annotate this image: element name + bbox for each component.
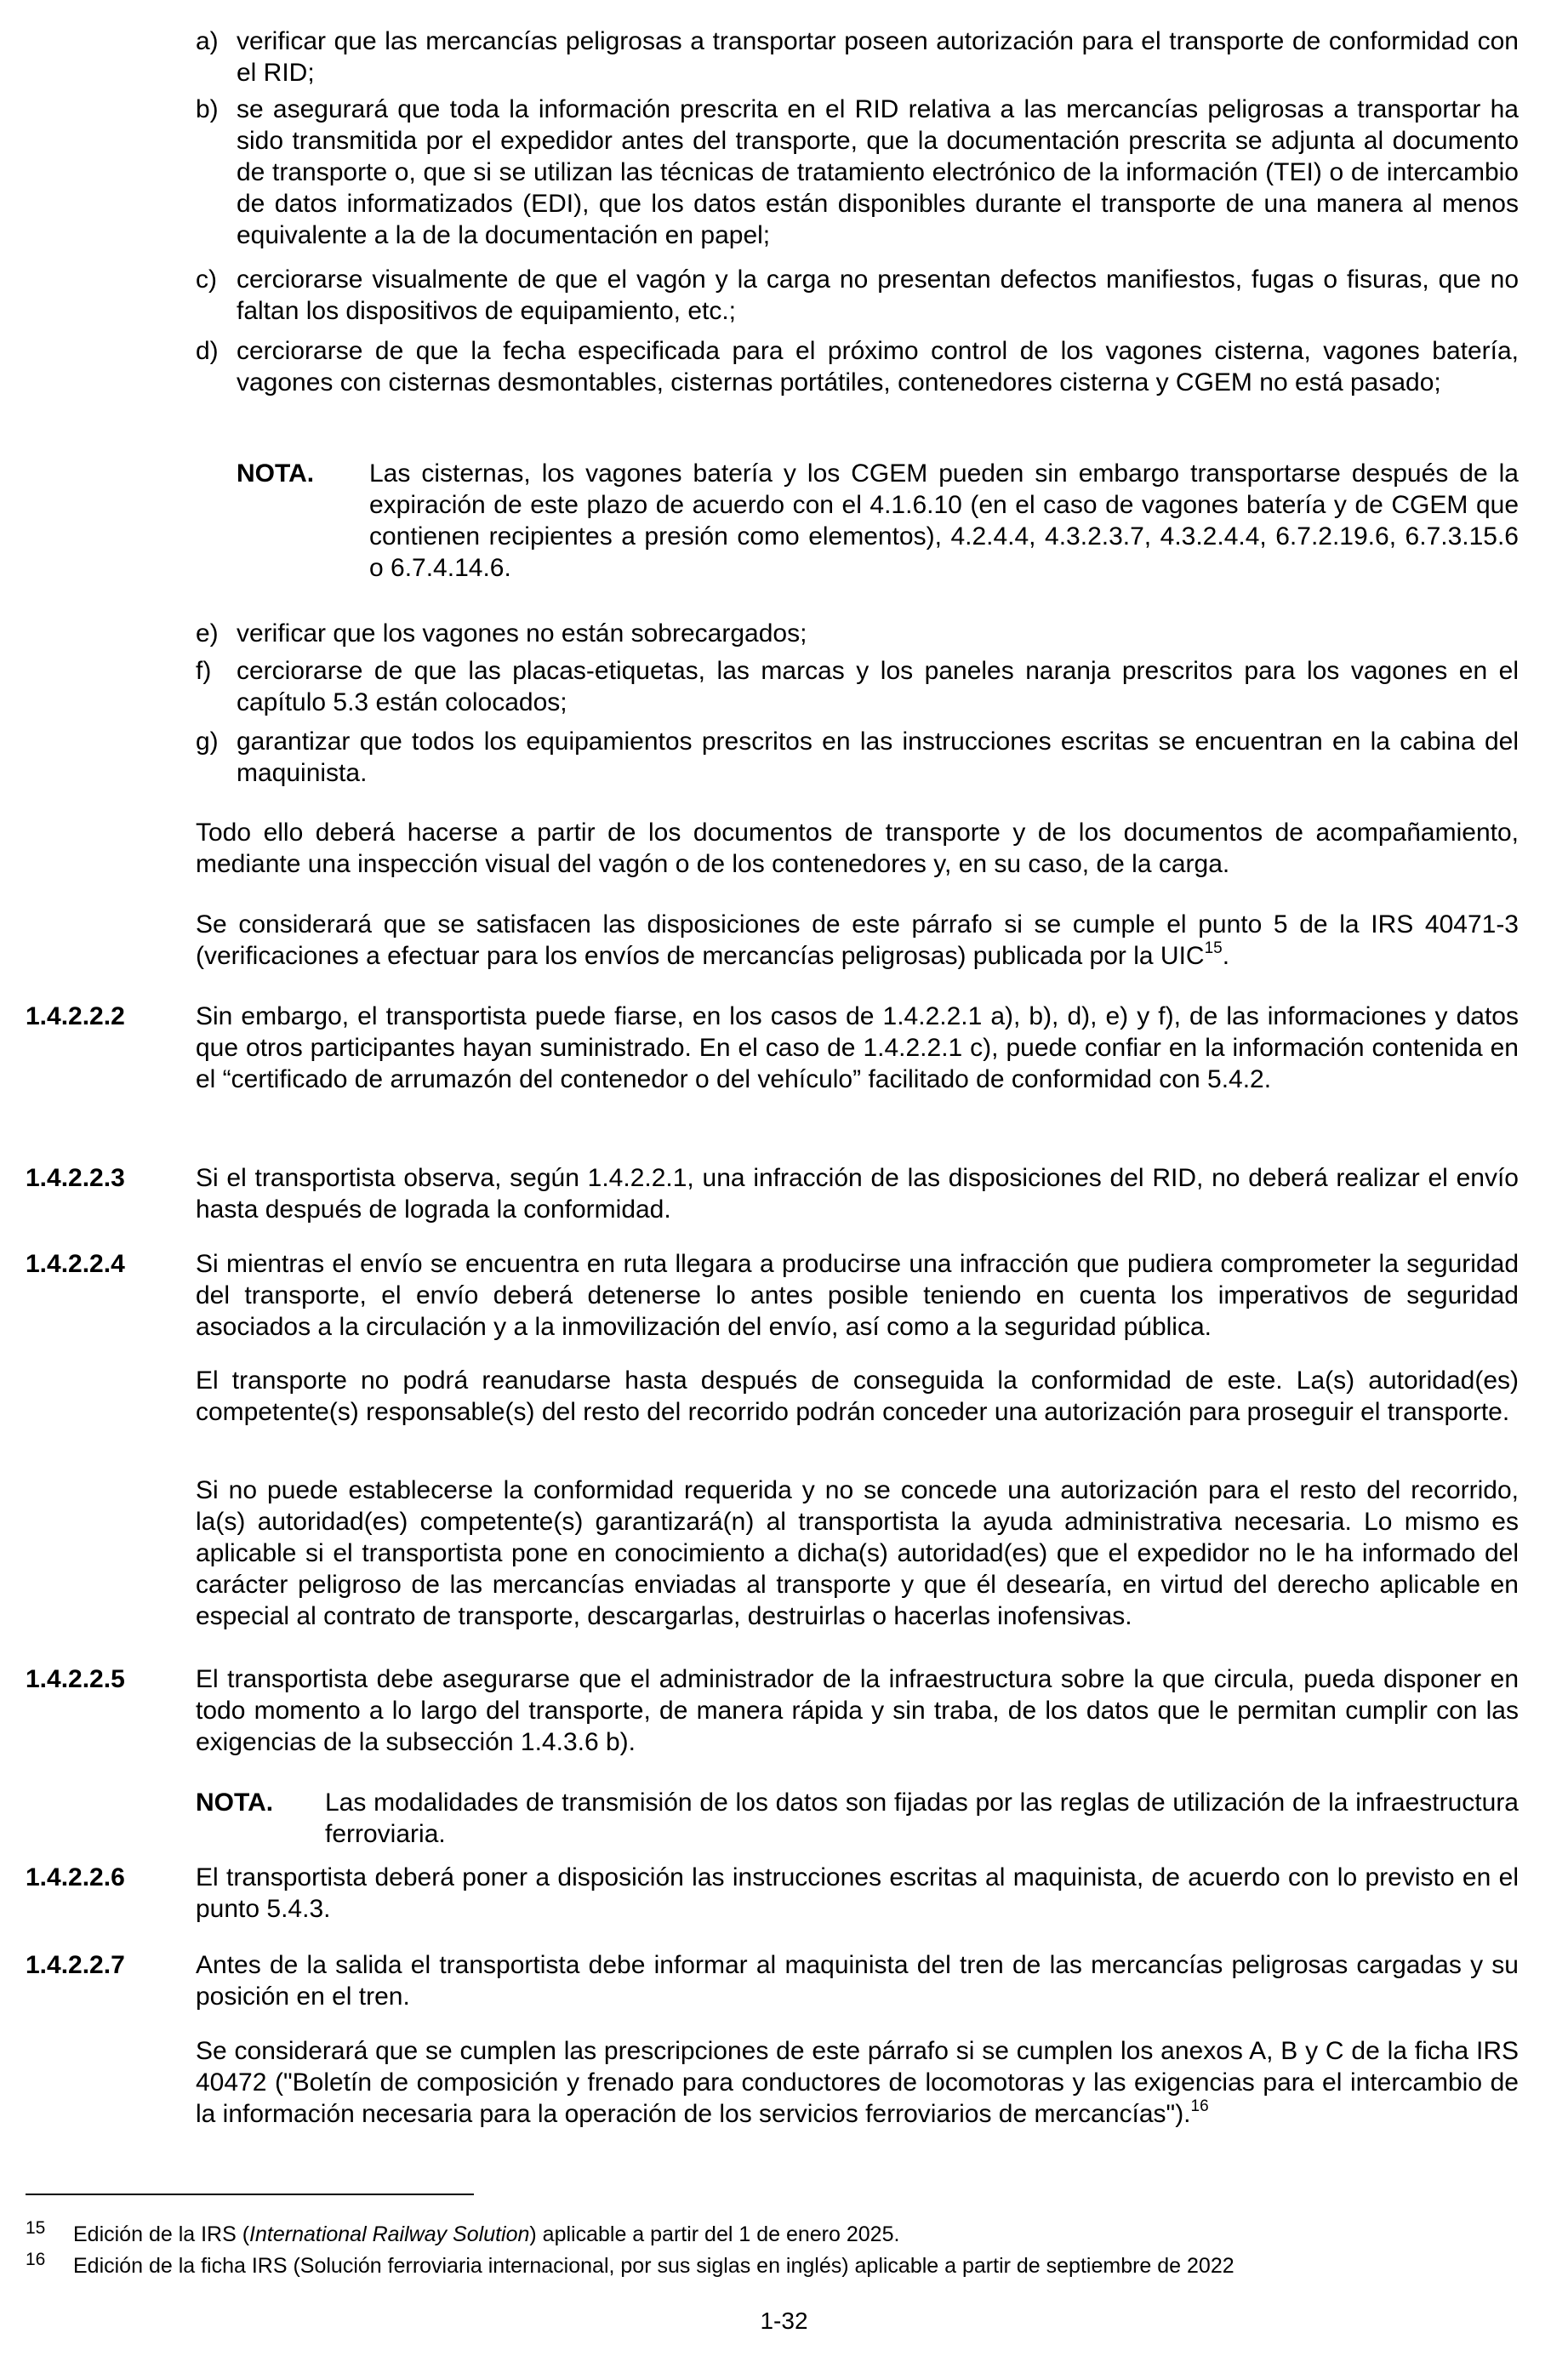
section-1-4-2-2-4: [26, 1248, 1519, 1343]
note-text: Las cisternas, los vagones batería y los CGEM pueden sin embargo transportarse después de la expiración de este plazo de acuerdo con el 4.1.6.10 (en el caso de vagones batería y de CGEM que contienen recipientes a presión como elementos), 4.2.4.4, 4.3.2.3.7, 4.3.2.4.4, 6.7.2.19.6, 6.7.3.15.6 o 6.7.4.14.6.: [369, 459, 1519, 582]
list-item-text: se asegurará que toda la información prescrita en el RID relativa a las mercancías peligrosas a transportar ha sido transmitida por el expedidor antes del transporte, que la documentación prescrita se adjunta al documento de transporte o, que si se utilizan las técnicas de tratamiento electrónico de la información (TEI) o de intercambio de datos informatizados (EDI), que los datos están disponibles durante el transporte de una manera al menos equivalente a la de la documentación en papel;: [237, 95, 1519, 249]
footnote-16: [26, 2252, 1519, 2279]
footnote-text: [73, 2252, 1519, 2279]
list-item-e: [196, 618, 1519, 649]
section-text: El transportista deberá poner a disposición las instrucciones escritas al maquinista, de acuerdo con lo previsto en el punto 5.4.3.: [196, 1863, 1519, 1923]
note-text: Las modalidades de transmisión de los datos son fijadas por las reglas de utilización de la infraestructura ferroviaria.: [325, 1789, 1519, 1848]
paragraph-s4-b: Si no puede establecerse la conformidad requerida y no se concede una autorización para el resto del recorrido, la(s) autoridad(es) competente(s) garantizará(n) al transportista la ayuda administrativa necesaria. Lo mismo es aplicable si el transportista pone en conocimiento a dicha(s) autoridad(es) que el expedidor no le ha informado del carácter peligroso de las mercancías enviadas al transporte y que él desearía, en virtud del derecho aplicable en especial al contrato de transporte, descargarlas, destruirlas o hacerlas inofensivas.: [196, 1476, 1519, 1630]
footnote-ref-16: 16: [1190, 2097, 1209, 2115]
list-item-label: e): [196, 619, 219, 648]
list-item-a: [196, 26, 1519, 88]
section-1-4-2-2-7: [26, 1949, 1519, 2012]
section-text: El transportista debe asegurarse que el administrador de la infraestructura sobre la que circula, pueda disponer en todo momento a lo largo del transporte, de manera rápida y sin traba, de los datos que le permitan cumplir con las exigencias de la subsección 1.4.3.6 b).: [196, 1665, 1519, 1756]
note-1: [237, 458, 1519, 584]
list-item-text: garantizar que todos los equipamientos prescritos en las instrucciones escritas se encuentran en la cabina del maquinista.: [237, 727, 1519, 787]
paragraph-irs-2: [196, 2035, 1519, 2130]
section-text: Sin embargo, el transportista puede fiarse, en los casos de 1.4.2.2.1 a), b), d), e) y f), de las informaciones y datos que otros participantes hayan suministrado. En el caso de 1.4.2.2.1 c), puede confiar en la información contenida en el “certificado de arrumazón del contenedor o del vehículo” facilitado de conformidad con 5.4.2.: [196, 1002, 1519, 1093]
footnote-separator: [26, 2194, 474, 2195]
list-item-label: c): [196, 265, 217, 294]
list-item-label: f): [196, 657, 212, 685]
list-item-text: cerciorarse de que la fecha especificada para el próximo control de los vagones cisterna, vagones batería, vagones con cisternas desmontables, cisternas portátiles, contenedores cisterna y CGEM no está pasado;: [237, 337, 1519, 397]
list-item-text: cerciorarse visualmente de que el vagón y la carga no presentan defectos manifiestos, fugas o fisuras, que no faltan los dispositivos de equipamiento, etc.;: [237, 265, 1519, 325]
section-1-4-2-2-3: [26, 1162, 1519, 1225]
footnote-15: [26, 2218, 1519, 2248]
paragraph-end: .: [1222, 942, 1230, 970]
footnote-number: 16: [26, 2250, 46, 2269]
note-label: NOTA.: [237, 459, 315, 488]
section-number: 1.4.2.2.2: [26, 1002, 125, 1030]
paragraph-text: Se considerará que se satisfacen las disposiciones de este párrafo si se cumple el punto 5 de la IRS 40471-3 (verificaciones a efectuar para los envíos de mercancías peligrosas) publicada por la UIC: [196, 910, 1519, 970]
list-item-label: b): [196, 95, 219, 123]
paragraph-text: Se considerará que se cumplen las prescripciones de este párrafo si se cumplen los anexos A, B y C de la ficha IRS 40472 ("Boletín de composición y frenado para conductores de locomotoras y las exigencias para el intercambio de la información necesaria para la operación de los servicios ferroviarios de mercancías").: [196, 2037, 1519, 2128]
paragraph-todo: Todo ello deberá hacerse a partir de los documentos de transporte y de los documentos de acompañamiento, mediante una inspección visual del vagón o de los contenedores y, en su caso, de la carga.: [196, 819, 1519, 878]
list-item-c: [196, 264, 1519, 327]
section-text: Si mientras el envío se encuentra en ruta llegara a producirse una infracción que pudiera comprometer la seguridad del transporte, el envío deberá detenerse lo antes posible teniendo en cuenta los imperativos de seguridad asociados a la circulación y a la inmovilización del envío, así como a la seguridad pública.: [196, 1250, 1519, 1341]
section-number: 1.4.2.2.5: [26, 1665, 125, 1693]
footnote-ref-15: 15: [1204, 939, 1223, 957]
paragraph-s4-a: El transporte no podrá reanudarse hasta después de conseguida la conformidad de este. La(s) autoridad(es) competente(s) responsable(s) del resto del recorrido podrán conceder una autorización para proseguir el transporte.: [196, 1366, 1519, 1426]
note-2: [196, 1787, 1519, 1850]
list-item-d: [196, 335, 1519, 398]
page-number: 1-32: [760, 2308, 808, 2334]
footnote-text-pre: Edición de la IRS (: [73, 2222, 250, 2246]
paragraph-irs-1: [196, 909, 1519, 972]
section-number: 1.4.2.2.3: [26, 1164, 125, 1192]
footnote-text: [73, 2221, 1519, 2248]
list-item-text: verificar que las mercancías peligrosas a transportar poseen autorización para el transporte de conformidad con el RID;: [237, 27, 1519, 87]
section-1-4-2-2-5: [26, 1663, 1519, 1758]
section-number: 1.4.2.2.7: [26, 1951, 125, 1979]
footnote-text-italic: International Railway Solution: [249, 2222, 530, 2246]
section-1-4-2-2-2: [26, 1001, 1519, 1095]
footnote-text-post: ) aplicable a partir del 1 de enero 2025.: [529, 2222, 900, 2246]
section-number: 1.4.2.2.4: [26, 1250, 125, 1278]
list-item-f: [196, 655, 1519, 718]
note-label: NOTA.: [196, 1789, 274, 1817]
footnote-text-pre: Edición de la ficha IRS (Solución ferroviaria internacional, por sus siglas en inglés) aplicable a partir de septiembre de 2022: [73, 2254, 1234, 2278]
section-number: 1.4.2.2.6: [26, 1863, 125, 1891]
list-item-text: cerciorarse de que las placas-etiquetas, las marcas y los paneles naranja prescritos para los vagones en el capítulo 5.3 están colocados;: [237, 657, 1519, 716]
list-item-label: d): [196, 337, 219, 365]
section-text: Si el transportista observa, según 1.4.2.2.1, una infracción de las disposiciones del RID, no deberá realizar el envío hasta después de lograda la conformidad.: [196, 1164, 1519, 1224]
list-item-g: [196, 726, 1519, 789]
list-item-label: a): [196, 27, 219, 55]
section-1-4-2-2-6: [26, 1862, 1519, 1925]
list-item-b: [196, 94, 1519, 251]
section-text: Antes de la salida el transportista debe informar al maquinista del tren de las mercancías peligrosas cargadas y su posición en el tren.: [196, 1951, 1519, 2011]
list-item-label: g): [196, 727, 219, 756]
footnote-number: 15: [26, 2218, 46, 2238]
list-item-text: verificar que los vagones no están sobrecargados;: [237, 619, 807, 648]
